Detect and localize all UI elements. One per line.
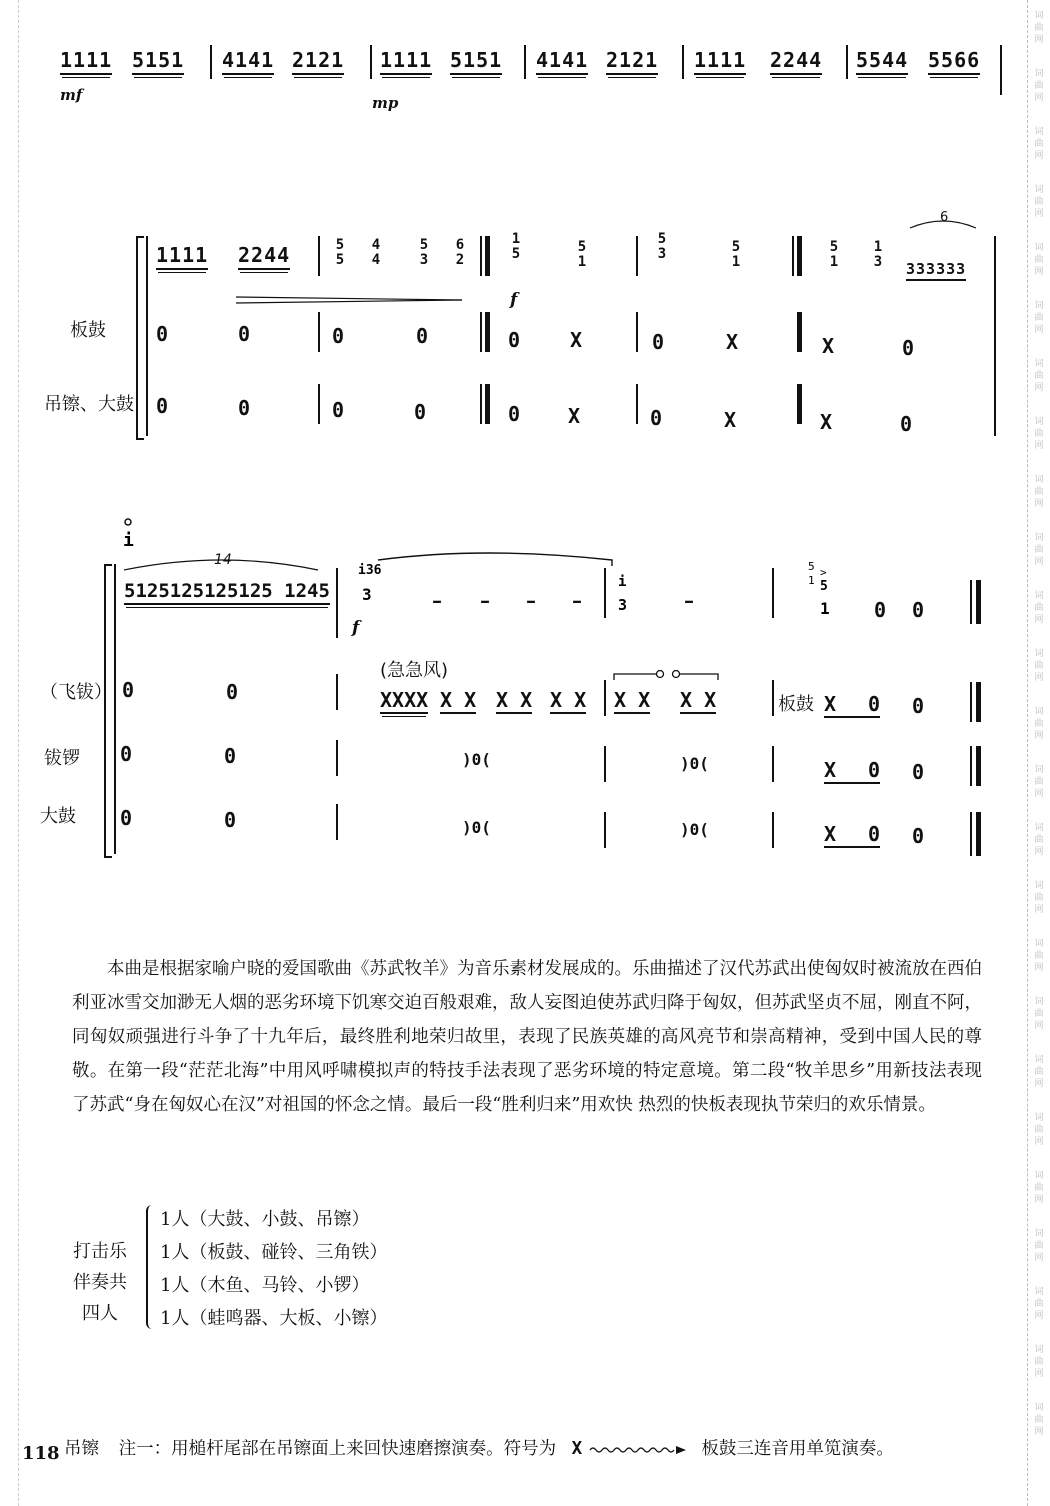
watermark-char: 词 <box>1034 243 1044 253</box>
watermark-char: 词 <box>1034 1345 1044 1355</box>
final-barline-thick <box>976 746 981 786</box>
watermark-char: 词 <box>1034 1287 1044 1297</box>
watermark-char: 词 <box>1034 1229 1044 1239</box>
svg-text:3: 3 <box>618 596 628 614</box>
barline <box>336 740 338 776</box>
barline <box>318 236 320 276</box>
part-cell: 0 <box>122 678 135 702</box>
watermark-char: 词 <box>1034 475 1044 485</box>
part-cell: 0 <box>156 394 169 418</box>
note-group: 2244 <box>238 243 290 270</box>
right-margin-watermark <box>1027 0 1050 1506</box>
percussion-brace <box>146 1205 156 1329</box>
watermark-char: 网 <box>1034 963 1044 973</box>
watermark-char: 词 <box>1034 881 1044 891</box>
chord: 5 1 <box>731 239 741 270</box>
watermark-char: 曲 <box>1034 1009 1044 1019</box>
sustain-dash: – <box>572 588 582 612</box>
watermark-char: 网 <box>1034 1021 1044 1031</box>
final-barline-thick <box>976 580 981 624</box>
page-number: 118 <box>22 1443 60 1464</box>
watermark-char: 网 <box>1034 267 1044 277</box>
part-cell: X <box>820 410 833 434</box>
part-cell: )0( <box>680 820 709 839</box>
repeat-barline <box>485 236 490 276</box>
watermark-char: 词 <box>1034 11 1044 21</box>
part-cell: 0 <box>650 406 663 430</box>
barline <box>1000 45 1002 95</box>
description-paragraph: 本曲是根据家喻户晓的爱国歌曲《苏武牧羊》为音乐素材发展成的。乐曲描述了汉代苏武出使匈奴时被流放在西伯利亚冰雪交加渺无人烟的恶劣环境下饥寒交迫百般艰难，敌人妄图迫使苏武归降于匈奴，但苏武坚贞不屈，刚直不阿，同匈奴顽强进行斗争了十九年后，最终胜利地荣归故里，表现了民族英雄的高风亮节和崇高精神，受到中国人民的尊敬。在第一段“茫茫北海”中用风呼啸模拟声的特技手法表现了恶劣环境的特定意境。第二段“牧羊思乡”用新技法表现了苏武“身在匈奴心在汉”对祖国的怀念之情。最后一段“胜利归来”用欢快 热烈的快板表现执节荣归的欢乐情景。 <box>72 958 982 1115</box>
watermark-char: 网 <box>1034 789 1044 799</box>
watermark-char: 曲 <box>1034 661 1044 671</box>
percussion-title-line: 四人 <box>82 1303 118 1324</box>
watermark-char: 曲 <box>1034 545 1044 555</box>
watermark-char: 网 <box>1034 151 1044 161</box>
dynamic-mark: mp <box>372 94 399 112</box>
note-suffix: 板鼓三连音用单笕演奏。 <box>701 1439 894 1459</box>
note-group: 2121 <box>606 48 658 75</box>
watermark-char: 词 <box>1034 69 1044 79</box>
note-group: 1111 <box>380 48 432 75</box>
watermark-char: 词 <box>1034 127 1044 137</box>
watermark-char: 网 <box>1034 673 1044 683</box>
part-sub-label: 板鼓 <box>778 694 814 715</box>
watermark-char: 网 <box>1034 325 1044 335</box>
part-cell: 0 <box>868 692 881 716</box>
watermark-char: 曲 <box>1034 487 1044 497</box>
percussion-title-line: 伴奏共 <box>73 1272 127 1293</box>
watermark-char: 曲 <box>1034 1299 1044 1309</box>
watermark-char: 曲 <box>1034 371 1044 381</box>
part-cell: )0( <box>462 750 491 769</box>
part-cell: 0 <box>912 760 925 784</box>
part-cell: )0( <box>680 754 709 773</box>
part-cell: X X <box>614 688 651 712</box>
watermark-char: 词 <box>1034 649 1044 659</box>
barline <box>336 568 338 638</box>
watermark-column <box>1032 10 1046 1460</box>
part-cell: 0 <box>120 742 133 766</box>
part-label-feibo: （飞钹） <box>40 682 112 703</box>
watermark-char: 网 <box>1034 1369 1044 1379</box>
watermark-char: 网 <box>1034 557 1044 567</box>
part-cell: X <box>822 334 835 358</box>
dynamic-mark: mf <box>60 86 83 104</box>
watermark-char: 网 <box>1034 731 1044 741</box>
watermark-char: 曲 <box>1034 1357 1044 1367</box>
chord: 1 3 <box>873 239 883 270</box>
note-group: 5151 <box>132 48 184 75</box>
svg-text:i: i <box>618 574 627 590</box>
part-cell: 0 <box>224 808 237 832</box>
trill-arrow-icon <box>588 1443 688 1457</box>
part-label-boluo: 钹锣 <box>44 748 80 769</box>
barline <box>604 568 606 618</box>
note-group: 4141 <box>222 48 274 75</box>
watermark-char: 网 <box>1034 1137 1044 1147</box>
watermark-char: 曲 <box>1034 139 1044 149</box>
barline <box>636 312 638 352</box>
part-label-bangu: 板鼓 <box>70 320 106 341</box>
watermark-char: 网 <box>1034 209 1044 219</box>
note-run: 5125125125125 1245 <box>124 580 330 605</box>
watermark-char: 词 <box>1034 823 1044 833</box>
watermark-char: 网 <box>1034 905 1044 915</box>
watermark-char: 曲 <box>1034 1183 1044 1193</box>
left-margin-rule <box>0 0 19 1506</box>
watermark-char: 网 <box>1034 847 1044 857</box>
watermark-char: 词 <box>1034 533 1044 543</box>
part-cell: 0 <box>900 412 913 436</box>
percussion-item: 1人（木鱼、马铃、小锣） <box>160 1275 370 1296</box>
watermark-char: 网 <box>1034 1253 1044 1263</box>
barline <box>772 746 774 782</box>
sustain-dash: – <box>684 588 694 612</box>
watermark-char: 曲 <box>1034 313 1044 323</box>
watermark-char: 网 <box>1034 615 1044 625</box>
part-cell: X <box>724 408 737 432</box>
final-zero: 0 <box>874 598 887 622</box>
percussion-title <box>60 1236 140 1329</box>
watermark-char: 词 <box>1034 939 1044 949</box>
note-group: 5544 <box>856 48 908 75</box>
part-cell: X <box>570 328 583 352</box>
note-group: 2244 <box>770 48 822 75</box>
watermark-char: 曲 <box>1034 719 1044 729</box>
note-group: 2121 <box>292 48 344 75</box>
watermark-char: 曲 <box>1034 951 1044 961</box>
sextuplet-notes: 333333 <box>906 260 966 281</box>
watermark-char: 曲 <box>1034 893 1044 903</box>
system-start-line <box>146 236 148 436</box>
watermark-char: 词 <box>1034 591 1044 601</box>
part-cell: X <box>568 404 581 428</box>
repeat-end-barline <box>792 236 794 276</box>
watermark-char: 曲 <box>1034 1415 1044 1425</box>
part-label-dagu: 大鼓 <box>40 806 76 827</box>
percussion-item: 1人（大鼓、小鼓、吊镲） <box>160 1209 370 1230</box>
watermark-char: 网 <box>1034 383 1044 393</box>
final-barline-thick <box>976 682 981 722</box>
percussion-item: 1人（蛙鸣器、大板、小镲） <box>160 1308 388 1329</box>
watermark-char: 网 <box>1034 1079 1044 1089</box>
accent-chord: 1 5 <box>511 231 521 262</box>
part-cell: 0 <box>416 324 429 348</box>
barline <box>636 384 638 424</box>
barline <box>524 45 526 79</box>
note-group: 1111 <box>156 243 208 270</box>
part-cell: X <box>824 692 880 718</box>
chord <box>612 570 642 616</box>
watermark-char: 词 <box>1034 707 1044 717</box>
barline <box>772 568 774 618</box>
watermark-char: 词 <box>1034 997 1044 1007</box>
final-barline-thin <box>970 746 972 786</box>
part-cell: 0 <box>868 822 881 846</box>
part-cell: 0 <box>332 398 345 422</box>
final-barline-thick <box>976 812 981 856</box>
watermark-char: 曲 <box>1034 1125 1044 1135</box>
chord: 5 3 <box>419 237 429 268</box>
watermark-char: 词 <box>1034 1113 1044 1123</box>
part-cell: 0 <box>238 396 251 420</box>
repeat-end-barline <box>797 236 802 276</box>
sustain-dash: – <box>480 588 490 612</box>
part-cell: X <box>726 330 739 354</box>
watermark-char: 词 <box>1034 417 1044 427</box>
watermark-char: 词 <box>1034 359 1044 369</box>
svg-text:>: > <box>820 566 827 579</box>
chord: 5 1 <box>829 239 839 270</box>
part-cell: 0 <box>156 322 169 346</box>
part-cell: )0( <box>462 818 491 837</box>
sustain-dash: – <box>526 588 536 612</box>
note-prefix: 吊镲 <box>64 1439 99 1459</box>
percussion-title-line: 打击乐 <box>73 1241 127 1262</box>
double-barline <box>480 312 482 352</box>
svg-text:1: 1 <box>808 574 815 587</box>
watermark-char: 词 <box>1034 185 1044 195</box>
watermark-char: 网 <box>1034 93 1044 103</box>
sustain-dash: – <box>432 588 442 612</box>
part-cell: 0 <box>912 824 925 848</box>
watermark-char: 网 <box>1034 1195 1044 1205</box>
barline <box>336 804 338 840</box>
system-bracket <box>136 236 144 440</box>
part-cell: 0 <box>332 324 345 348</box>
barline <box>604 746 606 782</box>
chord: 6 2 <box>455 237 465 268</box>
barline <box>318 384 320 424</box>
barline <box>846 45 848 79</box>
part-cell: X <box>824 758 880 784</box>
accent-chord: 5 3 <box>657 231 667 262</box>
part-cell: X X <box>550 688 587 712</box>
final-barline-thin <box>970 812 972 856</box>
double-barline <box>480 384 482 424</box>
barline <box>604 812 606 848</box>
svg-text:i36: i36 <box>358 563 382 578</box>
tuplet-number: 14 <box>214 552 232 568</box>
svg-text:i: i <box>123 530 134 551</box>
part-cell: 0 <box>238 322 251 346</box>
tempo-annotation: (急急风) <box>380 660 449 681</box>
percussion-item: 1人（板鼓、碰铃、三角铁） <box>160 1242 388 1263</box>
watermark-char: 曲 <box>1034 835 1044 845</box>
double-barline <box>480 236 482 276</box>
barline <box>210 45 212 79</box>
repeat-end-barline <box>797 384 802 424</box>
watermark-char: 曲 <box>1034 1067 1044 1077</box>
watermark-char: 曲 <box>1034 777 1044 787</box>
dynamic-mark: f <box>510 290 518 310</box>
watermark-char: 网 <box>1034 499 1044 509</box>
tremolo-bracket <box>612 668 724 684</box>
part-cell: 0 <box>120 806 133 830</box>
watermark-char: 网 <box>1034 35 1044 45</box>
barline <box>772 812 774 848</box>
performance-note <box>64 1435 894 1460</box>
note-group: 5566 <box>928 48 980 75</box>
note-group: 1111 <box>60 48 112 75</box>
part-cell: X X <box>496 688 533 712</box>
part-cell: 0 <box>912 694 925 718</box>
barline <box>370 45 372 79</box>
part-cell: 0 <box>224 744 237 768</box>
part-cell: 0 <box>902 336 915 360</box>
watermark-char: 曲 <box>1034 255 1044 265</box>
watermark-char: 词 <box>1034 301 1044 311</box>
watermark-char: 曲 <box>1034 429 1044 439</box>
system-start-line <box>114 564 116 854</box>
svg-text:5: 5 <box>820 579 828 594</box>
part-cell: X X <box>680 688 717 712</box>
watermark-char: 词 <box>1034 1055 1044 1065</box>
watermark-char: 词 <box>1034 765 1044 775</box>
part-cell: 0 <box>414 400 427 424</box>
note-group: 4141 <box>536 48 588 75</box>
note-text: 注一：用槌杆尾部在吊镲面上来回快速磨擦演奏。符号为 <box>118 1439 557 1459</box>
part-label-cymbal-drum: 吊镲、大鼓 <box>44 394 134 415</box>
chord: 5 5 <box>335 237 345 268</box>
part-cell: X X <box>440 688 477 712</box>
barline <box>318 312 320 352</box>
decrescendo-hairpin <box>236 294 466 314</box>
watermark-char: 词 <box>1034 1171 1044 1181</box>
repeat-barline <box>485 312 490 352</box>
final-barline-thin <box>970 580 972 624</box>
watermark-char: 网 <box>1034 1427 1044 1437</box>
part-cell: XXXX <box>380 688 429 712</box>
part-cell: 0 <box>868 758 881 782</box>
barline <box>336 674 338 710</box>
dynamic-mark: f <box>352 618 360 638</box>
watermark-char: 曲 <box>1034 23 1044 33</box>
tuplet-number: 6 <box>940 210 949 225</box>
watermark-char: 网 <box>1034 441 1044 451</box>
watermark-char: 曲 <box>1034 197 1044 207</box>
repeat-end-barline <box>797 312 802 352</box>
watermark-char: 曲 <box>1034 1241 1044 1251</box>
barline <box>682 45 684 79</box>
note-group: 5151 <box>450 48 502 75</box>
barline <box>636 236 638 276</box>
barline <box>604 680 606 716</box>
watermark-char: 曲 <box>1034 81 1044 91</box>
barline-end <box>994 236 996 436</box>
part-cell: 0 <box>508 328 521 352</box>
svg-text:5: 5 <box>808 560 815 573</box>
watermark-char: 词 <box>1034 1403 1044 1413</box>
final-zero: 0 <box>912 598 925 622</box>
svg-text:1: 1 <box>820 599 830 618</box>
repeat-barline <box>485 384 490 424</box>
part-cell: 0 <box>652 330 665 354</box>
barline <box>772 680 774 716</box>
chord: 4 4 <box>371 237 381 268</box>
system-bracket <box>104 564 112 858</box>
final-barline-thin <box>970 682 972 722</box>
part-cell: X <box>824 822 880 848</box>
accent-chord <box>806 556 836 636</box>
part-cell: 0 <box>226 680 239 704</box>
watermark-char: 曲 <box>1034 603 1044 613</box>
chord: 5 1 <box>577 239 587 270</box>
note-group: 1111 <box>694 48 746 75</box>
note-symbol: X <box>571 1439 583 1459</box>
svg-text:3: 3 <box>362 585 372 604</box>
watermark-char: 网 <box>1034 1311 1044 1321</box>
part-cell: 0 <box>508 402 521 426</box>
